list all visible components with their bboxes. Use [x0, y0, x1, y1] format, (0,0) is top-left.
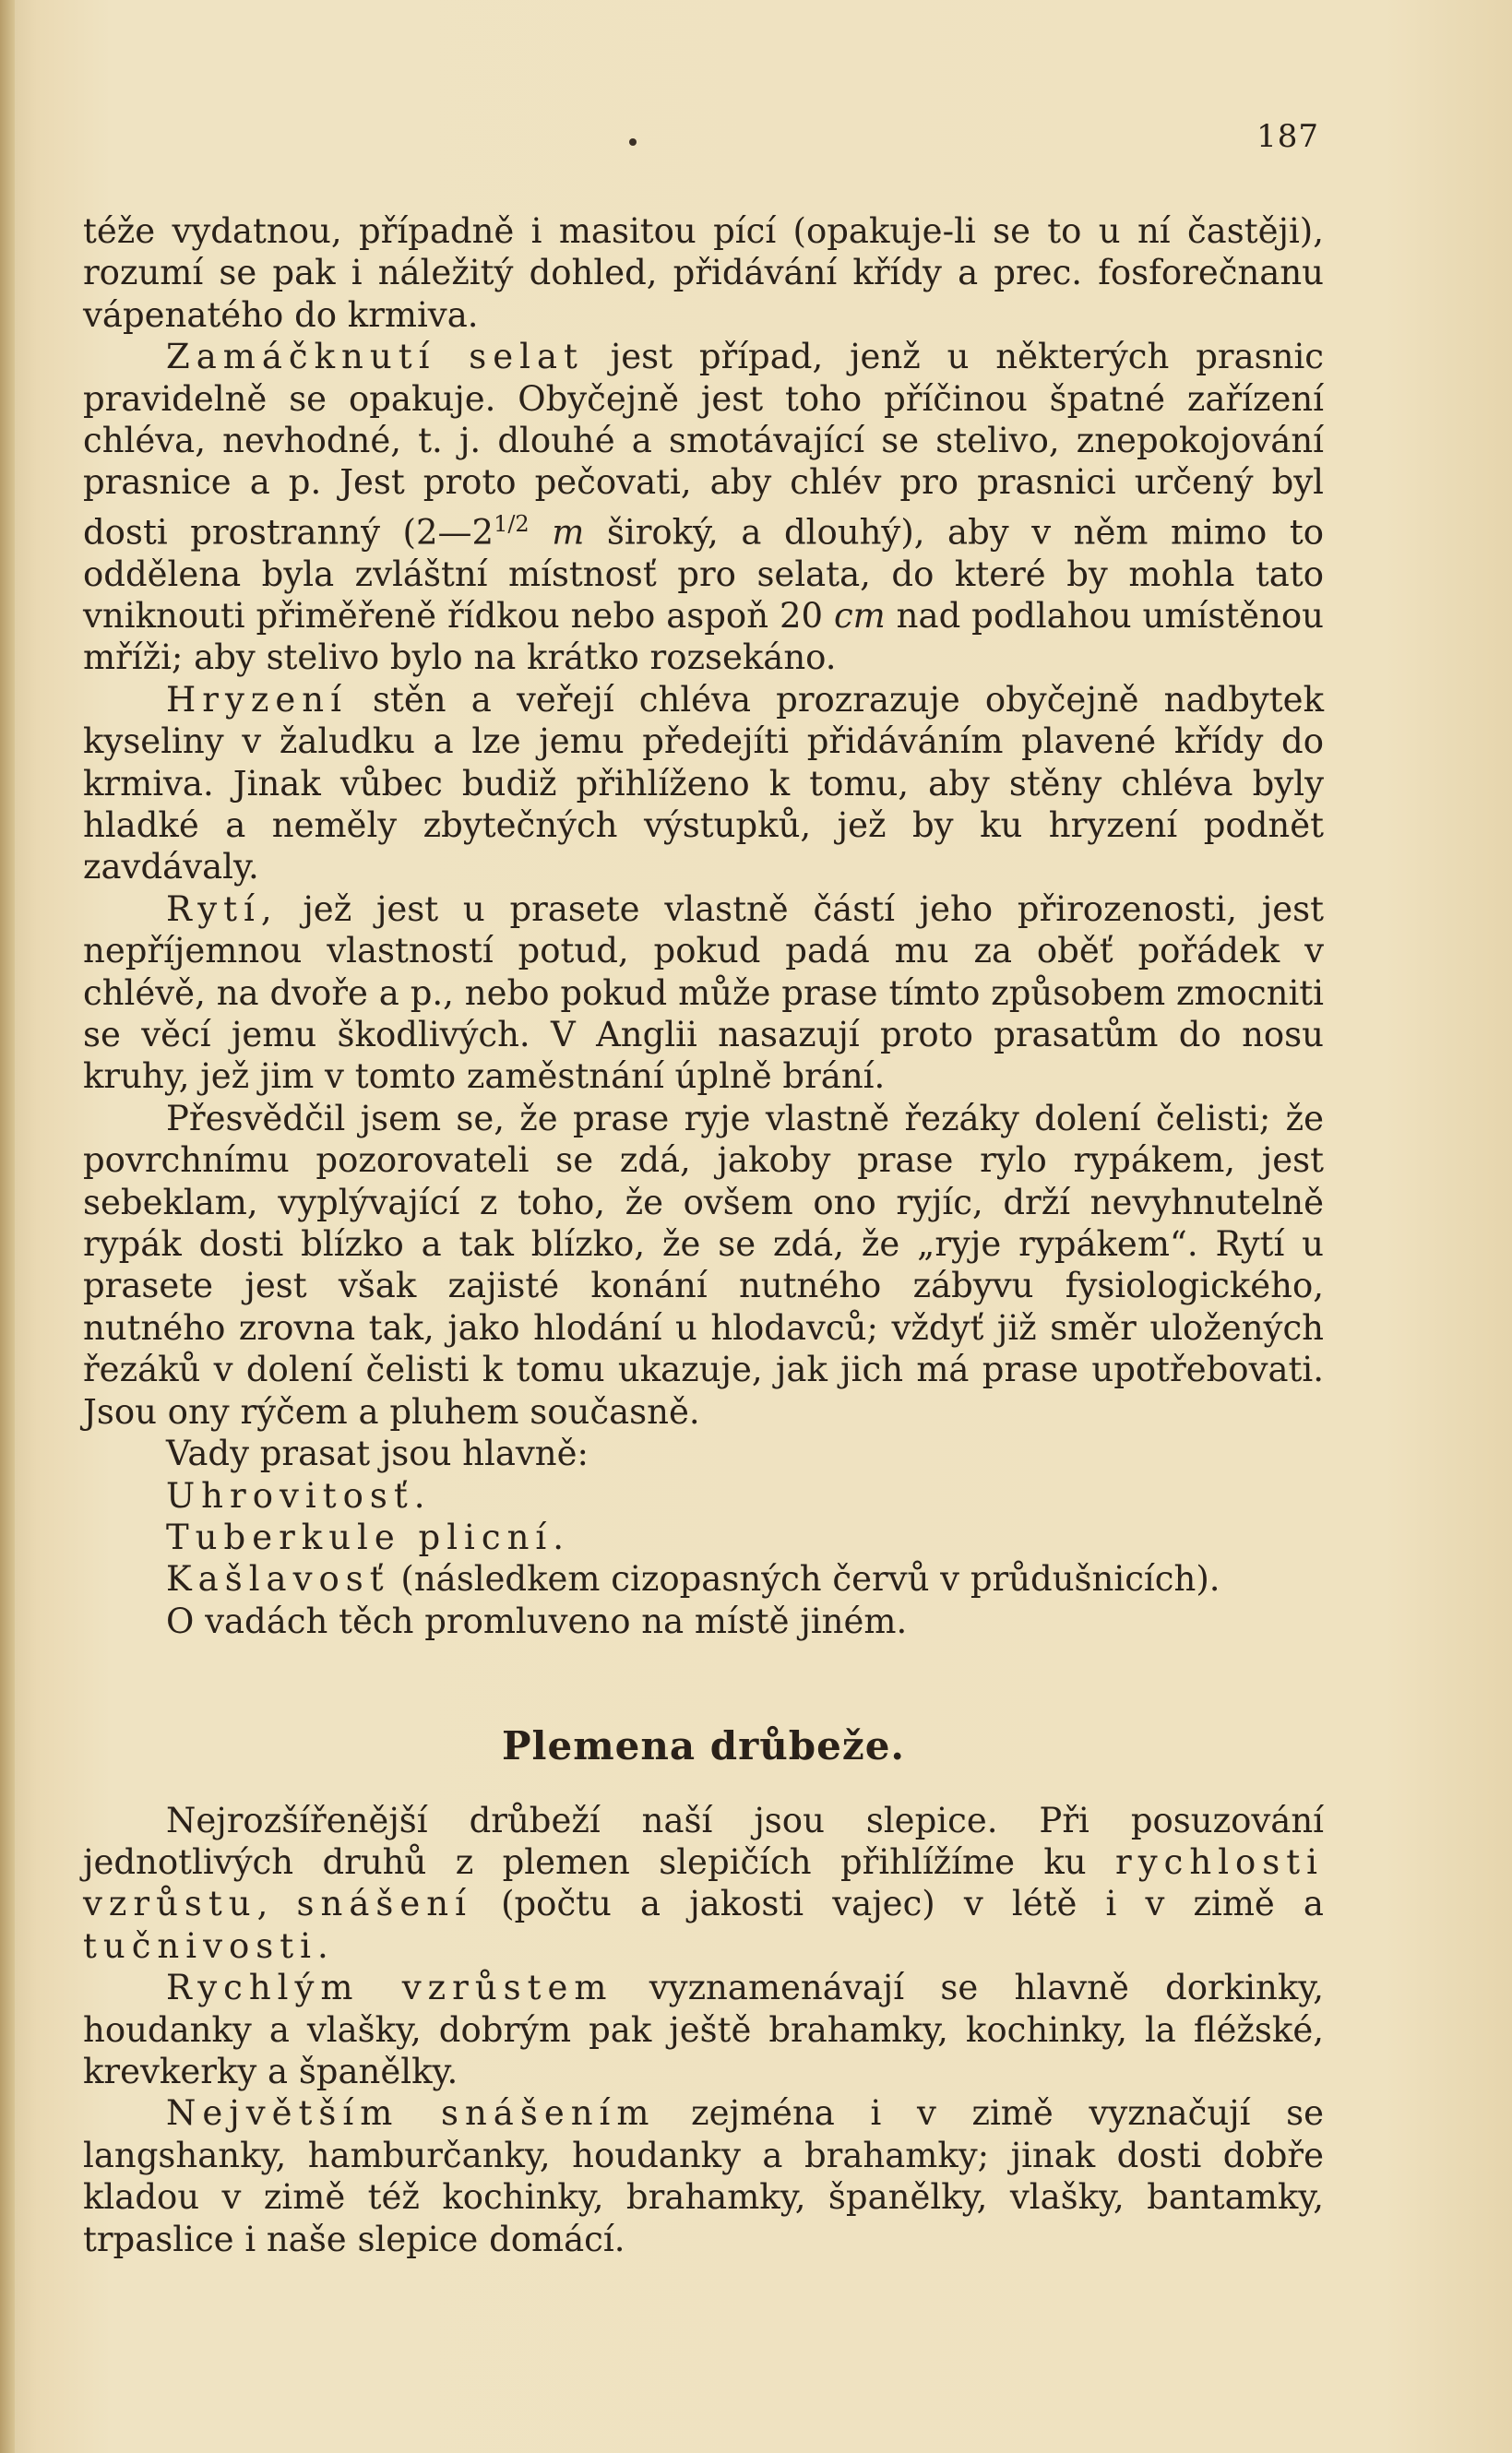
- section-heading: Plemena drůbeže.: [501, 1723, 906, 1769]
- ink-speck: [629, 138, 637, 146]
- text-span: vyznamenávají se hlavně dorkinky, houdanky a vlašky, dobrým pak ještě brahamky, kochinky, la fléžské, krevkerky a španělky.: [83, 1968, 1324, 2091]
- text-span: (počtu a jakosti vajec) v létě i v zimě a: [471, 1884, 1324, 1924]
- unit-cm: cm: [833, 595, 886, 636]
- term-tucnivost: tučnivosti: [83, 1925, 317, 1966]
- vada-uhrovitost: Uhrovitosť.: [166, 1475, 432, 1516]
- text-span: jest případ, jenž u některých prasnic pravidelně se opakuje. Obyčejně jest toho příčinou špatné zařízení chléva, nevhodné, t. j. dlouhé a smotávající se stelivo, znepokojování prasnice a p. Jest proto pečovati, aby chlév pro prasnici určený byl dosti prostranný (2—2: [83, 337, 1324, 553]
- paragraph-drubez: [83, 1800, 1324, 1968]
- text-span: jež jest u prasete vlastně částí jeho přirozenosti, jest nepříjemnou vlastností potud, pokud padá mu za oběť pořádek v chlévě, na dvoře a p., nebo pokud může prase tímto způsobem zmocniti se věcí jemu škodlivých. V Anglii nasazují proto prasatům do nosu kruhy, jež jim v tomto zaměstnání úplně brání.: [83, 888, 1324, 1097]
- term-rychlost: rychlosti vzrůstu: [83, 1841, 1324, 1924]
- paragraph-vzrust: [83, 1967, 1324, 2092]
- text-span: široký, a dlouhý), aby v něm mimo to oddělena byla zvláštní místnosť pro selata, do které by mohla tato vniknouti přiměřeně řídkou nebo aspoň 20: [83, 512, 1324, 636]
- body-text: [83, 210, 1324, 2260]
- term-ryti: Rytí,: [166, 888, 279, 929]
- text-span: stěn a veřejí chléva prozrazuje obyčejně nadbytek kyseliny v žaludku a lze jemu předejíti přidáváním plavené křídy do krmiva. Jinak vůbec budiž přihlíženo k tomu, aby stěny chléva byly hladké a neměly zbytečných výstupků, jež by ku hryzení podnět zavdávaly.: [83, 679, 1324, 887]
- term-hryzeni: Hryzení: [166, 679, 348, 720]
- vada-tuberkule: Tuberkule plicní.: [166, 1517, 571, 1557]
- page-number: 187: [1256, 118, 1319, 155]
- text-span: zejména i v zimě vyznačují se langshanky, hamburčanky, houdanky a brahamky; jinak dosti dobře kladou v zimě též kochinky, brahamky, španělky, vlašky, bantamky, trpaslice i naše slepice domácí.: [83, 2093, 1324, 2259]
- paragraph-hryzeni: [83, 679, 1324, 888]
- paragraph-ryti: [83, 888, 1324, 1098]
- paragraph-vady-end: O vadách těch promluveno na místě jiném.: [166, 1601, 908, 1641]
- paragraph-continued: téže vydatnou, případně i masitou pící (opakuje-li se to u ní častěji), rozumí se pak i náležitý dohled, přidávání křídy a prec. fosforečnanu vápenatého do krmiva.: [83, 211, 1324, 335]
- term-nejvetsi-snaseni: Největším snášením: [166, 2093, 656, 2134]
- term-snaseni: snášení: [296, 1884, 472, 1924]
- page-binding-edge: [0, 0, 15, 2453]
- text-span: nad podlahou umístěnou mříži; aby stelivo bylo na krátko rozsekáno.: [83, 595, 1324, 678]
- text-span: Nejrozšířenější drůbeží naší jsou slepice. Při posuzování jednotlivých druhů z plemen slepičích přihlížíme ku: [83, 1800, 1324, 1882]
- term-rychly-vzrust: Rychlým vzrůstem: [166, 1968, 613, 2008]
- term-zamacknuti: Zamáčknutí selat: [166, 337, 584, 377]
- vada-kaslavost: [83, 1558, 1324, 1600]
- paragraph-vady: Vady prasat jsou hlavně:: [166, 1434, 589, 1474]
- text-span: .: [316, 1925, 328, 1966]
- text-span: ,: [256, 1884, 297, 1924]
- paragraph-presvedcil: Přesvědčil jsem se, že prase ryje vlastně řezáky dolení čelisti; že povrchnímu pozorovateli se zdá, jakoby prase rylo rypákem, jest sebeklam, vyplývající z toho, že ovšem ono ryjíc, drží nevyhnutelně rypák dosti blízko a tak blízko, že se zdá, že „ryje rypákem“. Rytí u prasete jest však zajisté konání nutného zábyvu fysiologického, nutného zrovna tak, jako hlodání u hlodavců; vždyť již směr uložených řezáků v dolení čelisti k tomu ukazuje, jak jich má prase upotřebovati. Jsou ony rýčem a pluhem současně.: [83, 1098, 1324, 1432]
- fraction: 1/2: [494, 510, 530, 537]
- term-kaslavost: Kašlavosť: [166, 1559, 390, 1600]
- paragraph-zamacknuti: [83, 336, 1324, 679]
- paragraph-snaseni: [83, 2092, 1324, 2260]
- text-span: (následkem cizopasných červů v průdušnicích).: [389, 1559, 1220, 1600]
- unit-m: m: [552, 512, 585, 553]
